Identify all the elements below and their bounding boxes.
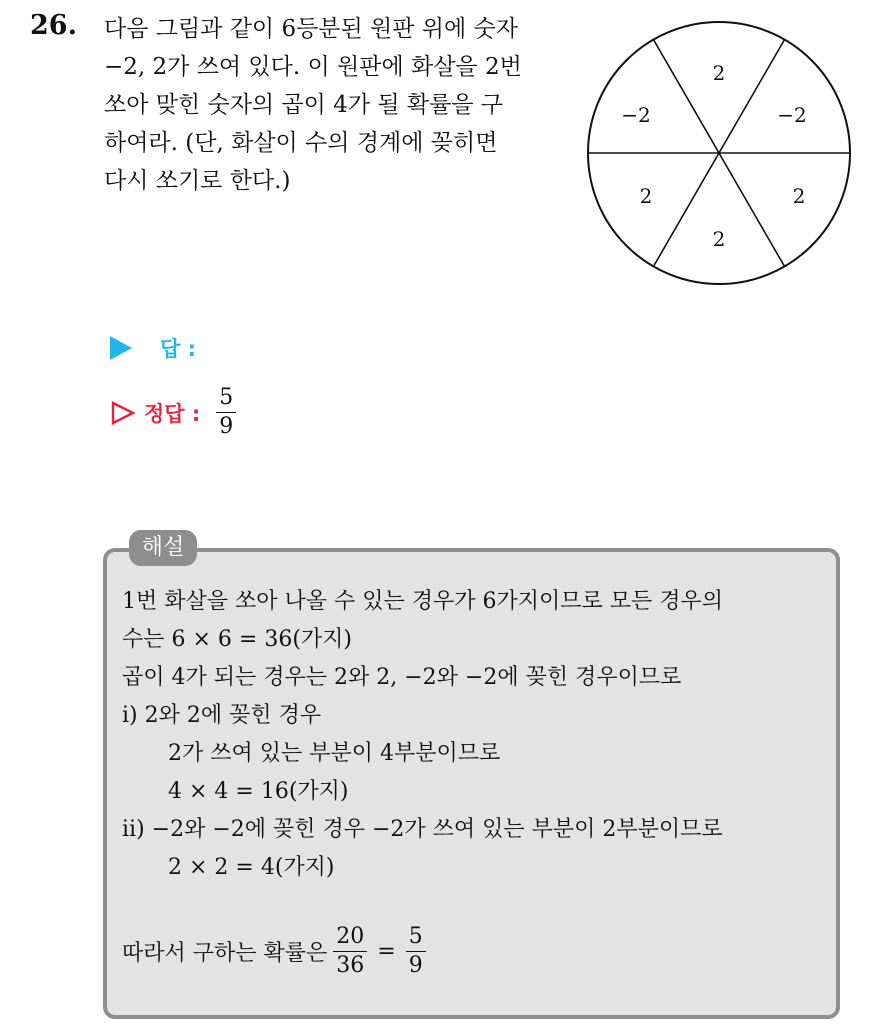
sector-label-upper-left: −2 [621,103,651,127]
sector-label-lower-right: 2 [792,184,806,208]
explanation-line: ⅱ) −2와 −2에 꽂힌 경우 −2가 쓰여 있는 부분이 2부분이므로 [122,817,723,842]
sector-label-bottom: 2 [712,227,726,251]
outline-play-icon [110,400,136,426]
explanation-line: 2가 쓰여 있는 부분이 4부분이므로 [168,741,501,766]
correct-answer-label: 정답 : [144,401,201,426]
final-probability-line [122,925,832,978]
explanation-line: 4 × 4 = 16(가지) [168,779,349,804]
answer-label: 답 : [160,337,196,361]
explanation-line: 1번 화살을 쏘아 나올 수 있는 경우가 6가지이므로 모든 경우의 [122,589,723,614]
equals-sign: = [377,939,396,965]
fraction-denominator: 9 [219,414,234,440]
fraction-20-36 [333,925,367,978]
answer-row [110,333,196,363]
explanation-line: 2 × 2 = 4(가지) [168,855,335,880]
correct-answer-fraction [216,386,236,439]
question-line: 다시 쏘기로 한다.) [104,168,291,194]
filled-play-icon [110,336,132,360]
question-line: 하여라. (단, 화살이 수의 경계에 꽂히면 [104,130,498,156]
fraction-5-9 [406,925,426,978]
fraction-numerator: 5 [406,925,426,952]
question-line: 다음 그림과 같이 6등분된 원판 위에 숫자 [104,16,518,42]
explanation-line: 수는 6 × 6 = 36(가지) [122,627,352,652]
explanation-line: 곱이 4가 되는 경우는 2와 2, −2와 −2에 꽂힌 경우이므로 [122,665,682,690]
sector-label-upper-right: −2 [777,103,807,127]
fraction-denominator: 9 [408,953,423,979]
fraction-numerator: 5 [216,386,236,413]
question-text [104,10,574,200]
explanation-content [122,583,832,978]
explanation-line: ⅰ) 2와 2에 꽂힌 경우 [122,703,322,728]
sector-label-top: 2 [712,61,726,85]
explanation-tab: 해설 [129,530,197,566]
question-line: 쏘아 맞힌 숫자의 곱이 4가 될 확률을 구 [104,92,504,118]
question-number: 26. [30,10,77,41]
question-line: −2, 2가 쓰여 있다. 이 원판에 화살을 2번 [104,54,522,80]
correct-answer-row [110,386,236,439]
fraction-numerator: 20 [333,925,367,952]
divided-disc-figure [584,18,854,288]
sector-label-lower-left: 2 [639,184,653,208]
fraction-denominator: 36 [336,953,365,979]
final-prefix: 따라서 구하는 확률은 [122,941,328,967]
